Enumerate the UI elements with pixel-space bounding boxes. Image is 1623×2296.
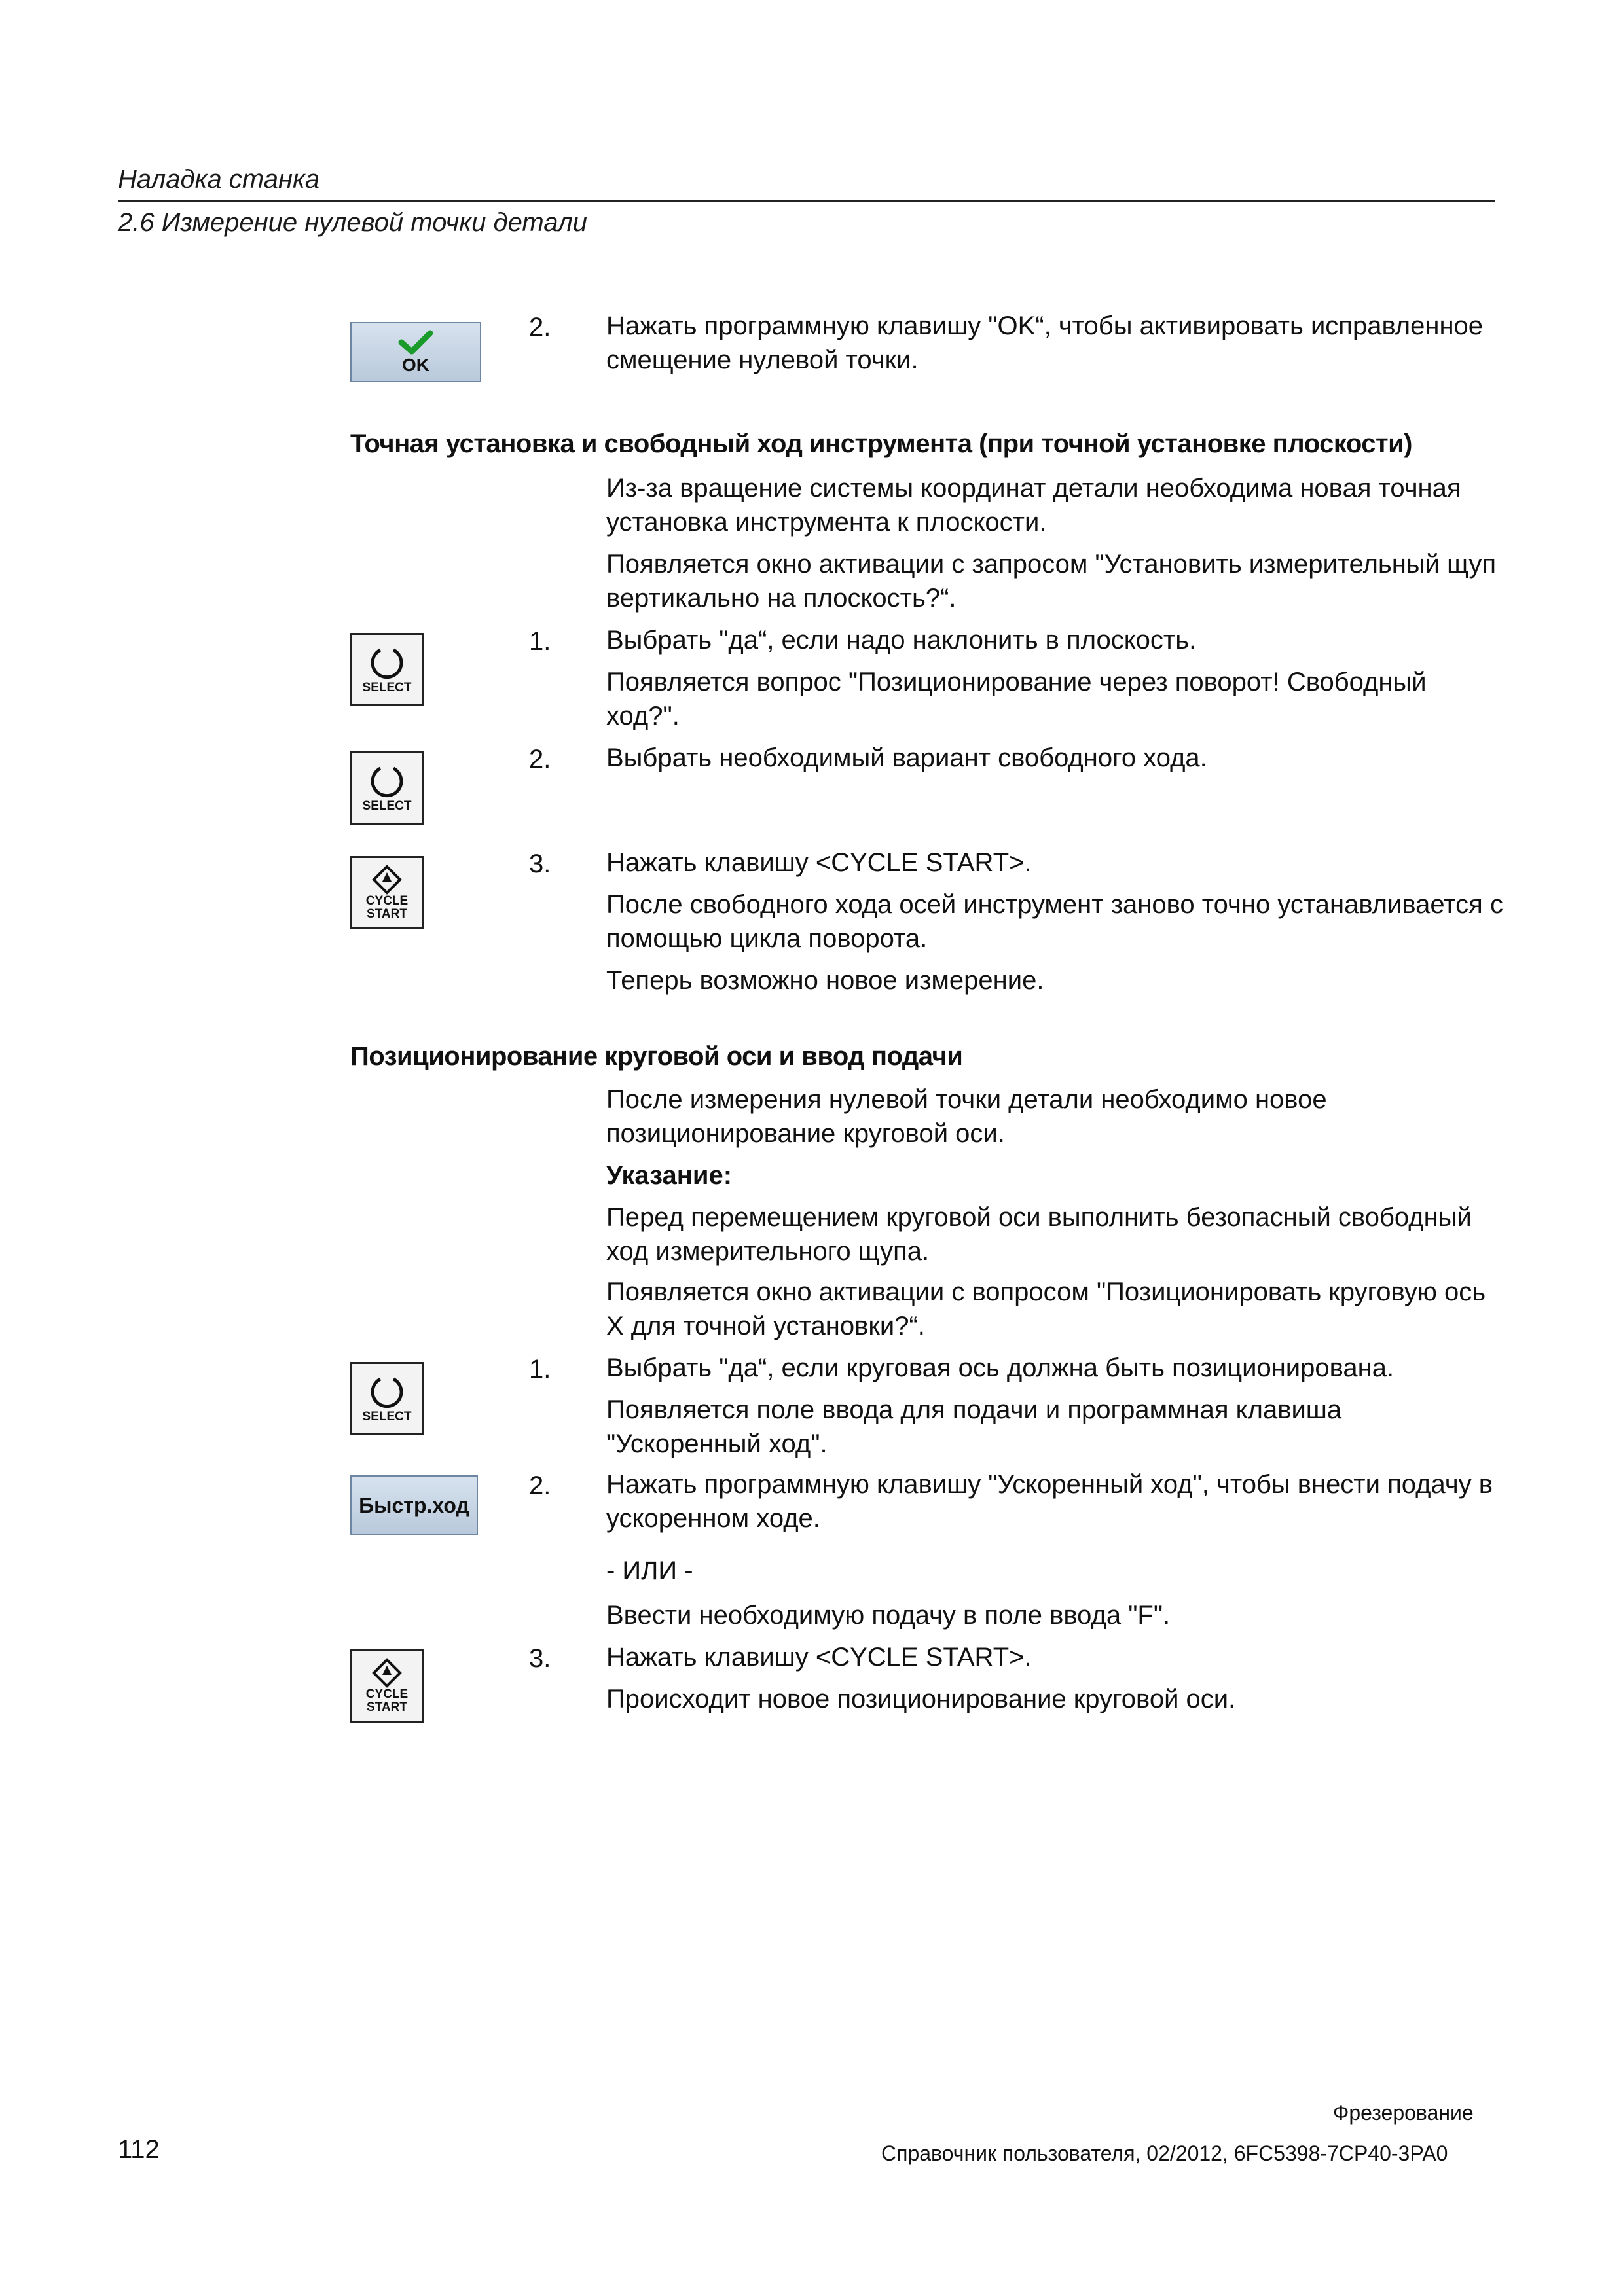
checkmark-icon: [396, 329, 435, 355]
step-number: 1.: [529, 1355, 551, 1384]
section2-heading: Позиционирование круговой оси и ввод подачи: [350, 1042, 963, 1071]
select-key-label: SELECT: [362, 681, 412, 694]
step-number: 2.: [529, 1471, 551, 1500]
select-key-label: SELECT: [362, 1410, 412, 1424]
cycle-start-icon: [372, 1658, 402, 1688]
step-text: Выбрать "да“, если круговая ось должна быть позиционирована.: [606, 1354, 1395, 1382]
step-note: Теперь возможно новое измерение.: [606, 966, 1044, 995]
section2-para1: После измерения нулевой точки детали необходимо новое позиционирование круговой оси.: [606, 1085, 1327, 1148]
section2-para2: Появляется окно активации с вопросом "Позиционировать круговую ось X для точной установки?“.: [606, 1278, 1486, 1340]
step-note: После свободного хода осей инструмент заново точно устанавливается с помощью цикла поворота.: [606, 890, 1503, 953]
section1-heading: Точная установка и свободный ход инструмента (при точной установке плоскости): [350, 429, 1412, 458]
select-key-label: SELECT: [362, 799, 412, 813]
footer-product: Фрезерование: [1333, 2101, 1474, 2125]
cycle-start-key[interactable]: [350, 856, 424, 929]
header-rule: [118, 200, 1495, 202]
step-number: 3.: [529, 1644, 551, 1673]
note-title: Указание:: [606, 1161, 733, 1190]
step-note: Происходит новое позиционирование круговой оси.: [606, 1685, 1236, 1713]
cycle-start-icon: [372, 865, 402, 895]
step-note: Появляется вопрос "Позиционирование через поворот! Свободный ход?".: [606, 668, 1427, 730]
cycle-start-key-label-2: START: [367, 907, 407, 921]
note-text: Перед перемещением круговой оси выполнить безопасный свободный ход измерительного щупа.: [606, 1203, 1472, 1266]
cycle-start-key-label-1: CYCLE: [365, 894, 409, 908]
page-number: 112: [118, 2135, 160, 2164]
or-separator: - ИЛИ -: [606, 1556, 693, 1585]
section-title: 2.6 Измерение нулевой точки детали: [118, 208, 587, 237]
cycle-start-key-label-2: START: [367, 1700, 407, 1714]
step-text: Нажать клавишу <CYCLE START>.: [606, 848, 1032, 877]
step-alt: Ввести необходимую подачу в поле ввода "F".: [606, 1601, 1171, 1630]
select-icon: [369, 645, 405, 681]
ok-softkey[interactable]: [350, 322, 481, 382]
section1-para2: Появляется окно активации с запросом "Установить измерительный щуп вертикально на плоскость?“.: [606, 550, 1497, 613]
section1-para1: Из-за вращение системы координат детали необходима новая точная установка инструмента к плоскости.: [606, 474, 1461, 537]
rapid-traverse-softkey-label: Быстр.ход: [359, 1493, 469, 1517]
step-text: Выбрать необходимый вариант свободного хода.: [606, 744, 1207, 772]
step-number: 1.: [529, 627, 551, 656]
chapter-title: Наладка станка: [118, 165, 320, 194]
select-key[interactable]: [350, 633, 424, 706]
rapid-traverse-softkey[interactable]: [350, 1475, 478, 1535]
footer-doc: Справочник пользователя, 02/2012, 6FC5398-7CP40-3PA0: [881, 2142, 1448, 2165]
select-icon: [369, 1374, 405, 1410]
step-text: Выбрать "да“, если надо наклонить в плоскость.: [606, 626, 1197, 655]
select-key[interactable]: [350, 751, 424, 825]
select-icon: [369, 763, 405, 800]
step-text: Нажать клавишу <CYCLE START>.: [606, 1643, 1032, 1672]
step-text: Нажать программную клавишу "Ускоренный ход", чтобы внести подачу в ускоренном ходе.: [606, 1470, 1493, 1533]
select-key[interactable]: [350, 1362, 424, 1435]
step-number: 2.: [529, 745, 551, 774]
step-note: Появляется поле ввода для подачи и программная клавиша "Ускоренный ход".: [606, 1395, 1342, 1458]
step-number: 3.: [529, 850, 551, 878]
cycle-start-key[interactable]: [350, 1649, 424, 1723]
step-number: 2.: [529, 313, 551, 342]
step-text: Нажать программную клавишу "OK“, чтобы активировать исправленное смещение нулевой точки.: [606, 312, 1484, 374]
ok-softkey-label: OK: [402, 355, 429, 375]
cycle-start-key-label-1: CYCLE: [365, 1687, 409, 1701]
